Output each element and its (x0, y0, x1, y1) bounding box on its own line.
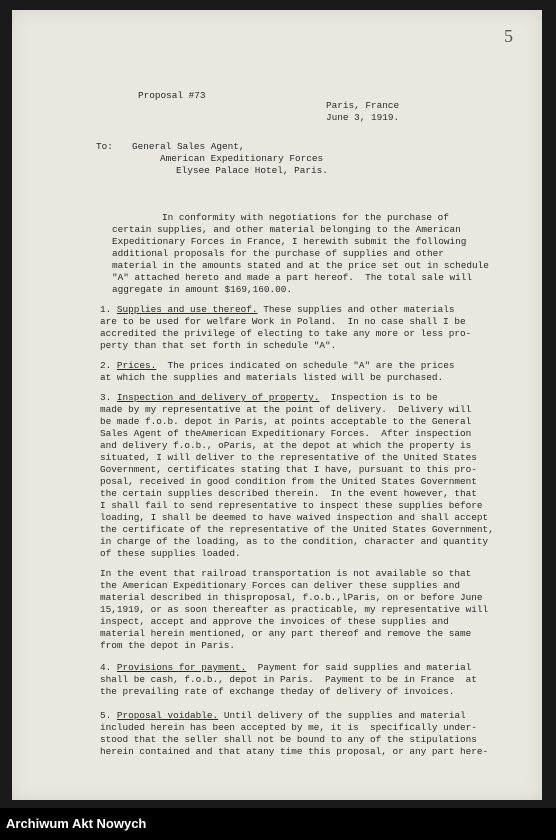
section-5 (100, 710, 466, 722)
to-label: To: (96, 141, 113, 152)
section-3b-line-2: the American Expeditionary Forces can deliver these supplies and (100, 580, 461, 591)
archive-name: Archiwum Akt Nowych (6, 816, 147, 831)
place: Paris, France (326, 100, 400, 111)
section-5-line-4: herein contained and that atany time this proposal, or any part here- (100, 746, 489, 757)
section-3b-line-4: 15,1919, or as soon thereafter as practicable, my representative will (100, 604, 489, 615)
section-4-line-2: shall be cash, f.o.b., depot in Paris. Payment to be in France at (100, 674, 477, 685)
section-4-line-3: the prevailing rate of exchange theday of delivery of invoices. (100, 686, 455, 697)
section-5-line-2: included herein has been accepted by me, it is specifically under- (100, 722, 477, 733)
section-5-line-3: stood that the seller shall not be bound to any of the stipulations (100, 734, 477, 745)
section-2-line-1: The prices indicated on schedule "A" are the prices (156, 360, 455, 371)
section-3b-line-1: In the event that railroad transportation is not available so that (100, 568, 472, 579)
intro-line-1: In conformity with negotiations for the purchase of (162, 212, 449, 223)
section-3-line-8: posal, received in good condition from the United States Government (100, 476, 477, 487)
section-3 (100, 392, 438, 404)
section-1-line-1: These supplies and other materials (257, 304, 455, 315)
section-3-line-2: made by my representative at the point of delivery. Delivery will (100, 404, 472, 415)
section-2-heading: Prices. (116, 360, 157, 371)
section-3b-line-3: material described in thisproposal, f.o.b.,lParis, on or before June (100, 592, 483, 603)
addressee-line-3: Elysee Palace Hotel, Paris. (176, 165, 328, 176)
section-2 (100, 360, 454, 372)
date: June 3, 1919. (326, 112, 400, 123)
addressee-line-2: American Expeditionary Forces (160, 153, 324, 164)
section-1-heading: Supplies and use thereof. (116, 304, 258, 315)
section-3-line-14: of these supplies loaded. (100, 548, 241, 559)
section-4-heading: Provisions for payment. (116, 662, 247, 673)
section-4-number: 4. (100, 662, 112, 673)
section-1-number: 1. (100, 304, 112, 315)
intro-line-3: Expeditionary Forces in France, I herewith submit the following (112, 236, 467, 247)
intro-line-5: material in the amounts stated and at the price set out in schedule (112, 260, 489, 271)
section-3-line-1: Inspection is to be (319, 392, 438, 403)
section-3-line-9: the certain supplies described therein. In the event however, that (100, 488, 477, 499)
proposal-number: Proposal #73 (138, 90, 206, 101)
section-3-line-13: in charge of the loading, as to the condition, character and quantity (100, 536, 489, 547)
section-3-line-6: situated, I will deliver to the representative of the United States (100, 452, 477, 463)
addressee-line-1: General Sales Agent, (132, 141, 245, 152)
section-5-number: 5. (100, 710, 112, 721)
section-3b-line-5: inspect, accept and approve the invoices of these supplies and (100, 616, 449, 627)
page-number: 5 (504, 26, 513, 46)
section-4 (100, 662, 471, 674)
section-3-line-7: Government, certificates stating that I have, pursuant to this pro- (100, 464, 477, 475)
section-3-line-5: and delivery f.o.b., oParis, at the depot at which the property is (100, 440, 472, 451)
section-2-number: 2. (100, 360, 112, 371)
section-3-line-10: I shall fail to send representative to inspect these supplies before (100, 500, 483, 511)
section-3-number: 3. (100, 392, 112, 403)
section-3-line-12: the certificate of the representative of the United States Government, (100, 524, 494, 535)
intro-line-6: "A" attached hereto and made a part hereof. The total sale will (112, 272, 473, 283)
section-3b-line-7: from the depot in Paris. (100, 640, 236, 651)
section-3-line-11: loading, I shall be deemed to have waived inspection and shall accept (100, 512, 489, 523)
section-1-line-3: accredited the privilege of electing to take any more or less pro- (100, 328, 472, 339)
intro-line-2: certain supplies, and other material belonging to the American (112, 224, 461, 235)
intro-line-4: additional proposals for the purchase of supplies and other (112, 248, 444, 259)
section-2-line-2: at which the supplies and materials listed will be purchased. (100, 372, 444, 383)
section-4-line-1: Payment for said supplies and material (246, 662, 472, 673)
section-3-line-4: Sales Agent of theAmerican Expeditionary Forces. After inspection (100, 428, 472, 439)
section-5-line-1: Until delivery of the supplies and material (218, 710, 466, 721)
section-3b-line-6: material herein mentioned, or any part thereof and remove the same (100, 628, 472, 639)
section-1-line-2: are to be used for welfare Work in Poland. In no case shall I be (100, 316, 466, 327)
section-1 (100, 304, 454, 316)
intro-line-7: aggregate in amount $169,160.00. (112, 284, 293, 295)
section-3-heading: Inspection and delivery of property. (116, 392, 320, 403)
section-3-line-3: be made f.o.b. depot in Paris, at points acceptable to the General (100, 416, 472, 427)
section-1-line-4: perty than that set forth in schedule "A". (100, 340, 337, 351)
section-5-heading: Proposal voidable. (116, 710, 219, 721)
